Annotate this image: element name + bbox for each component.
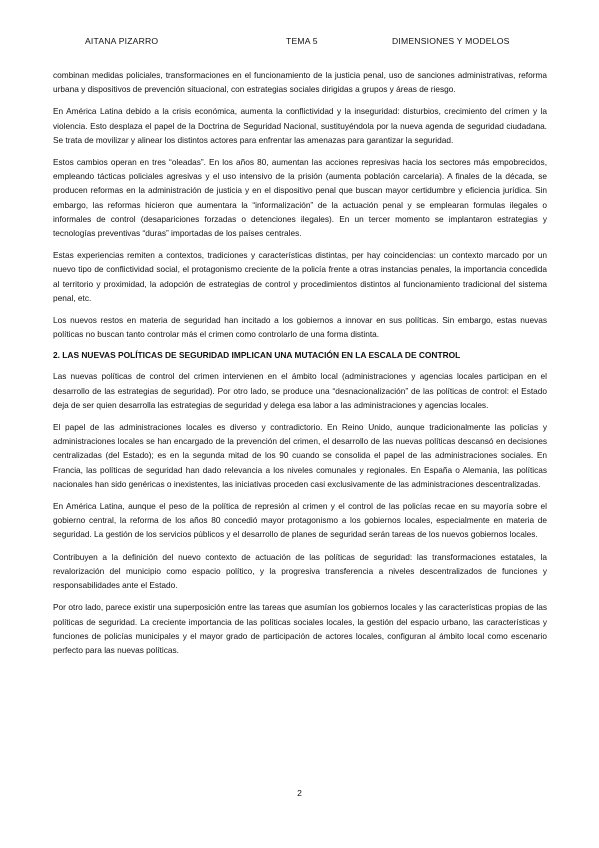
- header-author: AITANA PIZARRO: [85, 36, 159, 46]
- paragraph: Estas experiencias remiten a contextos, tradiciones y características distintas, per hay coincidencias: un contexto marcado por un nuevo tipo de conflictividad social, el protagonismo creciente de la policía frente a otras instancias penales, la importancia concedida al territorio y proximidad, la adopción de estrategias de control y procedimientos distintos al funcionamiento tradicional del sistema penal, etc.: [53, 250, 547, 303]
- paragraph: En América Latina, aunque el peso de la política de represión al crimen y el control de las policías recae en su mayoría sobre el gobierno central, la reforma de los años 80 concedió mayor protagonismo a los gobiernos locales, especialmente en materia de seguridad. La gestión de los servicios públicos y el desarrollo de planes de seguridad serán tareas de los nuevos gobiernos locales.: [53, 501, 547, 540]
- paragraph: Por otro lado, parece existir una superposición entre las tareas que asumían los gobiernos locales y las características propias de las políticas de seguridad. La creciente importancia de las políticas sociales locales, la gestión del espacio urbano, las características y funciones de policías municipales y el mayor grado de participación de actores locales, configuran al ámbito local como escenario perfecto para las nuevas políticas.: [53, 602, 547, 655]
- paragraph: Estos cambios operan en tres “oleadas”. En los años 80, aumentan las acciones represivas hacia los sectores más empobrecidos, empleando tácticas policiales agresivas y el uso intensivo de la prisión (aumenta población carcelaria). A finales de la década, se producen reformas en la administración de justicia y en el dispositivo penal que buscan mayor certidumbre y eficiencia jurídica. Sin embargo, las reformas hicieron que aumentara la “informalización” de la actuación penal y se emplearan formulas ilegales o informales de control (desapariciones forzadas o detenciones ilegales). En un tercer momento se implantaron estrategias y tecnologías preventivas “duras” importadas de los países centrales.: [53, 157, 547, 239]
- paragraph: combinan medidas policiales, transformaciones en el funcionamiento de la justicia penal, uso de sanciones administrativas, reforma urbana y dispositivos de prevención situacional, con estrategias sociales dirigidas a grupos y áreas de riesgo.: [53, 70, 547, 95]
- paragraph: Las nuevas políticas de control del crimen intervienen en el ámbito local (administraciones y agencias locales participan en el desarrollo de las estrategias de seguridad). Por otro lado, se produce una “desnacionalización” de las políticas de control: el Estado deja de ser quien desarrolla las estrategias de seguridad y delega esa labor a las administraciones y agencias locales.: [53, 371, 547, 410]
- paragraph: El papel de las administraciones locales es diverso y contradictorio. En Reino Unido, aunque tradicionalmente las policías y administraciones locales se han encargado de la prevención del crimen, el desarrollo de las nuevas políticas descansó en decisiones centralizadas (del Estado); es en la segunda mitad de los 90 cuando se consolida el papel de las administraciones sociales. En Francia, las políticas de seguridad han dado relevancia a los niveles comunales y regionales. En España o Alemania, las políticas nacionales han sido genéricas o inexistentes, las iniciativas proceden casi exclusivamente de las administraciones descentralizadas.: [53, 422, 547, 489]
- header-topic: TEMA 5: [286, 36, 318, 46]
- paragraph: Contribuyen a la definición del nuevo contexto de actuación de las políticas de seguridad: las transformaciones estatales, la revalorización del municipio como espacio político, y la progresiva transferencia a niveles descentralizados de funciones y responsabilidades ante el Estado.: [53, 551, 547, 591]
- section-heading: 2. LAS NUEVAS POLÍTICAS DE SEGURIDAD IMPLICAN UNA MUTACIÓN EN LA ESCALA DE CONTROL: [53, 350, 461, 361]
- paragraph: Los nuevos restos en materia de seguridad han incitado a los gobiernos a innovar en sus políticas. Sin embargo, estas nuevas políticas no buscan tanto controlar más el crimen como controlarlo de una forma distinta.: [53, 315, 547, 340]
- page-number: 2: [297, 788, 302, 798]
- paragraph: En América Latina debido a la crisis económica, aumenta la conflictividad y la inseguridad: disturbios, crecimiento del crimen y la violencia. Esto desplaza el papel de la Doctrina de Seguridad Nacional, sustituyéndola por la nueva agenda de seguridad ciudadana. Se trata de movilizar y alinear los distintos actores para enfrentar las amenazas para garantizar la seguridad.: [53, 106, 547, 145]
- header-title: DIMENSIONES Y MODELOS: [392, 36, 510, 46]
- page-body: [53, 68, 547, 665]
